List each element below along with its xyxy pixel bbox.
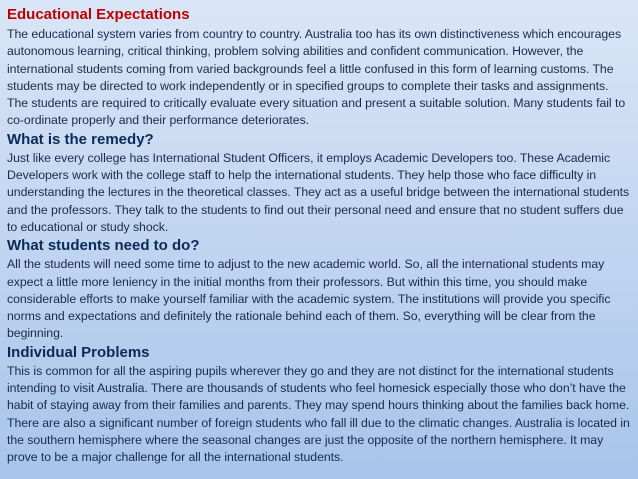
- paragraph-students-need: All the students will need some time to adjust to the new academic world. So, all the international students may expect a little more leniency in the initial months from their professors. But within this time, you should make considerable efforts to make yourself familiar with the academic system. The institutions will provide you specific norms and expectations and definitely the rationale behind each of them. So, everything will be clear from the beginning.: [7, 257, 611, 341]
- heading-educational-expectations: Educational Expectations: [7, 6, 190, 23]
- section-students-need: [7, 237, 632, 342]
- section-remedy: [7, 131, 632, 236]
- heading-individual-problems: Individual Problems: [7, 343, 150, 361]
- section-educational-expectations: [7, 6, 632, 130]
- paragraph-educational-expectations: The educational system varies from country to country. Australia too has its own distinctiveness which encourages autonomous learning, critical thinking, problem solving abilities and confident communication. However, the international students coming from varied backgrounds feel a little confused in this form of learning customs. The students may be directed to work independently or in specified groups to complete their tasks and assignments. The students are required to critically evaluate every situation and present a suitable solution. Many students fail to co-ordinate properly and their performance deteriorates.: [7, 27, 626, 128]
- paragraph-remedy: Just like every college has International Student Officers, it employs Academic Developers too. These Academic Developers work with the college staff to help the international students. They help those who face difficulty in understanding the lectures in the theoretical classes. They act as a useful bridge between the international students and the professors. They talk to the students to find out their personal need and ensure that no student suffers due to educational or study shock.: [7, 150, 630, 234]
- section-individual-problems: [7, 344, 632, 467]
- paragraph-individual-problems: This is common for all the aspiring pupils wherever they go and they are not distinct for the international students intending to visit Australia. There are thousands of students who feel homesick especially those who don’t have the habit of staying away from their families and parents. They may spend hours thinking about the families back home. There are also a significant number of foreign students who fall ill due to the climatic changes. Australia is located in the southern hemisphere where the seasonal changes are just the opposite of the northern hemisphere. It may prove to be a major challenge for all the international students.: [7, 363, 630, 465]
- heading-remedy: What is the remedy?: [7, 130, 154, 148]
- heading-students-need: What students need to do?: [7, 237, 200, 255]
